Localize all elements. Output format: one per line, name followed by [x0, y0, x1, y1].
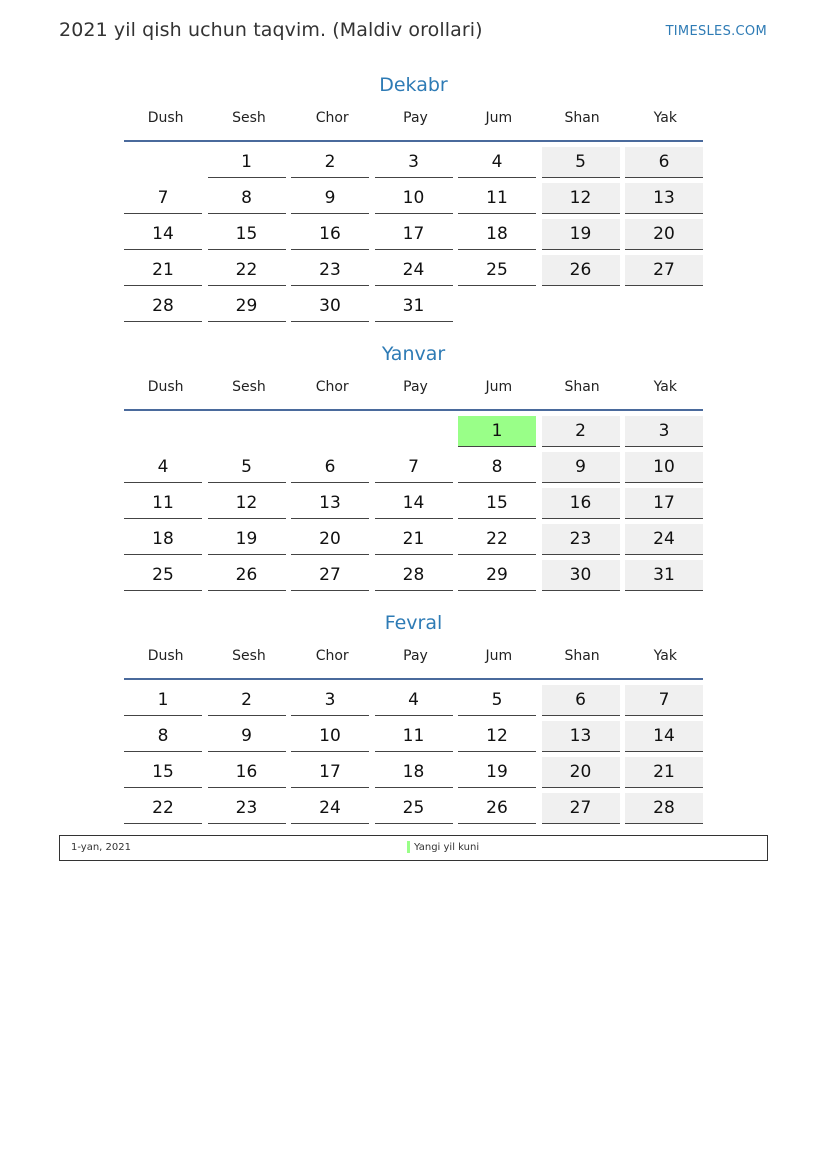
day-cell[interactable]: 12 — [458, 721, 536, 752]
weekday-label: Sesh — [232, 379, 266, 395]
day-cell[interactable]: 22 — [208, 255, 286, 286]
day-cell[interactable]: 23 — [208, 793, 286, 824]
empty-day-cell — [625, 291, 703, 322]
week-row — [124, 793, 703, 829]
day-cell[interactable]: 21 — [124, 255, 202, 286]
day-cell[interactable]: 9 — [208, 721, 286, 752]
weekday-header — [124, 369, 703, 411]
day-cell[interactable]: 11 — [124, 488, 202, 519]
empty-day-cell — [124, 147, 202, 178]
day-cell[interactable]: 5 — [208, 452, 286, 483]
weekday-header — [124, 100, 703, 142]
week-row — [124, 488, 703, 524]
week-row — [124, 147, 703, 183]
day-cell[interactable]: 27 — [291, 560, 369, 591]
day-cell[interactable]: 26 — [542, 255, 620, 286]
day-cell[interactable]: 5 — [542, 147, 620, 178]
day-cell[interactable]: 17 — [375, 219, 453, 250]
weekday-label: Jum — [485, 379, 513, 395]
empty-day-cell — [375, 416, 453, 447]
weekday-label: Jum — [485, 648, 513, 664]
day-cell[interactable]: 7 — [124, 183, 202, 214]
day-cell[interactable]: 12 — [542, 183, 620, 214]
day-cell[interactable]: 15 — [458, 488, 536, 519]
page-title: 2021 yil qish uchun taqvim. (Maldiv orollari) — [59, 19, 483, 41]
day-cell[interactable]: 24 — [291, 793, 369, 824]
empty-day-cell — [124, 416, 202, 447]
day-cell[interactable]: 17 — [625, 488, 703, 519]
day-cell[interactable]: 25 — [375, 793, 453, 824]
week-row — [124, 560, 703, 596]
day-cell[interactable]: 20 — [625, 219, 703, 250]
weeks-grid — [124, 416, 703, 596]
day-cell[interactable]: 24 — [375, 255, 453, 286]
month-block-fevral — [124, 608, 703, 829]
day-cell[interactable]: 20 — [542, 757, 620, 788]
weekday-label: Yak — [653, 379, 677, 395]
day-cell[interactable]: 30 — [542, 560, 620, 591]
weekday-label: Jum — [485, 110, 513, 126]
month-block-yanvar — [124, 339, 703, 596]
week-row — [124, 416, 703, 452]
day-cell[interactable]: 2 — [208, 685, 286, 716]
day-cell[interactable]: 1 — [124, 685, 202, 716]
day-cell[interactable]: 8 — [124, 721, 202, 752]
legend-color-marker — [407, 841, 410, 853]
day-cell[interactable]: 23 — [542, 524, 620, 555]
day-cell[interactable]: 2 — [291, 147, 369, 178]
empty-day-cell — [291, 416, 369, 447]
month-name: Fevral — [384, 612, 443, 634]
weekday-label: Chor — [315, 648, 349, 664]
day-cell[interactable]: 22 — [124, 793, 202, 824]
day-cell[interactable]: 21 — [375, 524, 453, 555]
day-cell[interactable]: 18 — [458, 219, 536, 250]
week-row — [124, 291, 703, 327]
day-cell[interactable]: 31 — [375, 291, 453, 322]
day-cell[interactable]: 18 — [124, 524, 202, 555]
day-cell[interactable]: 8 — [458, 452, 536, 483]
day-cell[interactable]: 21 — [625, 757, 703, 788]
day-cell[interactable]: 4 — [124, 452, 202, 483]
empty-day-cell — [542, 291, 620, 322]
weekday-label: Chor — [315, 379, 349, 395]
day-cell[interactable]: 25 — [458, 255, 536, 286]
weekday-label: Sesh — [232, 110, 266, 126]
day-cell[interactable]: 11 — [458, 183, 536, 214]
day-cell[interactable]: 26 — [458, 793, 536, 824]
day-cell[interactable]: 6 — [291, 452, 369, 483]
day-cell[interactable]: 16 — [291, 219, 369, 250]
day-cell[interactable]: 19 — [208, 524, 286, 555]
day-cell[interactable]: 27 — [542, 793, 620, 824]
weekday-label: Dush — [147, 110, 184, 126]
day-cell[interactable]: 30 — [291, 291, 369, 322]
day-cell[interactable]: 13 — [291, 488, 369, 519]
day-cell[interactable]: 28 — [375, 560, 453, 591]
legend-holiday-name: Yangi yil kuni — [414, 842, 480, 853]
day-cell[interactable]: 3 — [375, 147, 453, 178]
day-cell[interactable]: 23 — [291, 255, 369, 286]
weekday-label: Sesh — [232, 648, 266, 664]
week-row — [124, 452, 703, 488]
day-cell[interactable]: 4 — [458, 147, 536, 178]
day-cell[interactable]: 19 — [542, 219, 620, 250]
brand-link[interactable]: TIMESLES.COM — [665, 24, 767, 39]
day-cell[interactable]: 11 — [375, 721, 453, 752]
holiday-legend — [59, 835, 768, 861]
week-row — [124, 721, 703, 757]
month-name: Yanvar — [381, 343, 446, 365]
weekday-label: Yak — [653, 648, 677, 664]
weekday-label: Shan — [564, 648, 600, 664]
day-cell[interactable]: 7 — [625, 685, 703, 716]
holiday-day-cell[interactable]: 1 — [458, 416, 536, 447]
week-row — [124, 255, 703, 291]
weeks-grid — [124, 147, 703, 327]
day-cell[interactable]: 22 — [458, 524, 536, 555]
day-cell[interactable]: 25 — [124, 560, 202, 591]
day-cell[interactable]: 28 — [124, 291, 202, 322]
weekday-label: Dush — [147, 379, 184, 395]
week-row — [124, 757, 703, 793]
day-cell[interactable]: 10 — [291, 721, 369, 752]
day-cell[interactable]: 6 — [625, 147, 703, 178]
day-cell[interactable]: 3 — [625, 416, 703, 447]
day-cell[interactable]: 8 — [208, 183, 286, 214]
day-cell[interactable]: 4 — [375, 685, 453, 716]
day-cell[interactable]: 7 — [375, 452, 453, 483]
day-cell[interactable]: 20 — [291, 524, 369, 555]
week-row — [124, 524, 703, 560]
day-cell[interactable]: 28 — [625, 793, 703, 824]
day-cell[interactable]: 10 — [375, 183, 453, 214]
week-row — [124, 183, 703, 219]
day-cell[interactable]: 2 — [542, 416, 620, 447]
month-name: Dekabr — [379, 74, 448, 96]
legend-date: 1-yan, 2021 — [71, 842, 131, 853]
week-row — [124, 685, 703, 721]
day-cell[interactable]: 17 — [291, 757, 369, 788]
day-cell[interactable]: 14 — [625, 721, 703, 752]
day-cell[interactable]: 18 — [375, 757, 453, 788]
day-cell[interactable]: 9 — [291, 183, 369, 214]
weekday-label: Shan — [564, 379, 600, 395]
day-cell[interactable]: 31 — [625, 560, 703, 591]
day-cell[interactable]: 15 — [208, 219, 286, 250]
weekday-label: Chor — [315, 110, 349, 126]
day-cell[interactable]: 14 — [124, 219, 202, 250]
weekday-label: Yak — [653, 110, 677, 126]
day-cell[interactable]: 26 — [208, 560, 286, 591]
day-cell[interactable]: 9 — [542, 452, 620, 483]
weekday-label: Shan — [564, 110, 600, 126]
day-cell[interactable]: 15 — [124, 757, 202, 788]
day-cell[interactable]: 6 — [542, 685, 620, 716]
weeks-grid — [124, 685, 703, 829]
day-cell[interactable]: 10 — [625, 452, 703, 483]
day-cell[interactable]: 14 — [375, 488, 453, 519]
day-cell[interactable]: 1 — [208, 147, 286, 178]
day-cell[interactable]: 12 — [208, 488, 286, 519]
weekday-label: Dush — [147, 648, 184, 664]
weekday-label: Pay — [403, 379, 428, 395]
day-cell[interactable]: 13 — [542, 721, 620, 752]
day-cell[interactable]: 5 — [458, 685, 536, 716]
empty-day-cell — [458, 291, 536, 322]
week-row — [124, 219, 703, 255]
day-cell[interactable]: 16 — [208, 757, 286, 788]
day-cell[interactable]: 24 — [625, 524, 703, 555]
day-cell[interactable]: 29 — [458, 560, 536, 591]
day-cell[interactable]: 19 — [458, 757, 536, 788]
weekday-label: Pay — [403, 648, 428, 664]
weekday-header — [124, 638, 703, 680]
empty-day-cell — [208, 416, 286, 447]
day-cell[interactable]: 29 — [208, 291, 286, 322]
day-cell[interactable]: 13 — [625, 183, 703, 214]
weekday-label: Pay — [403, 110, 428, 126]
day-cell[interactable]: 27 — [625, 255, 703, 286]
day-cell[interactable]: 3 — [291, 685, 369, 716]
day-cell[interactable]: 16 — [542, 488, 620, 519]
month-block-dekabr — [124, 70, 703, 327]
